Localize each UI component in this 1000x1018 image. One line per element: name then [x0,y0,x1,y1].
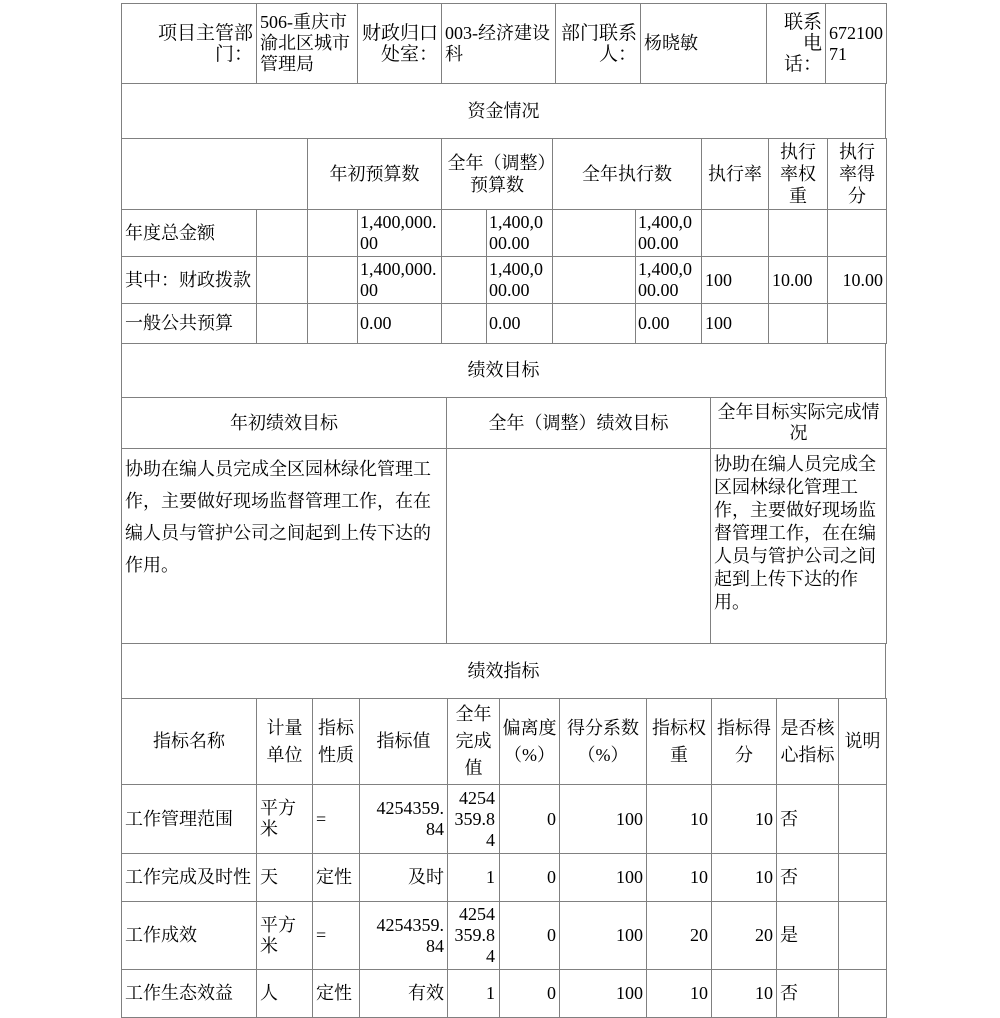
funds-section-banner [121,83,886,139]
funds-header-adjusted-budget: 全年（调整）预算数 [442,139,553,210]
ind-completed: 4254359.84 [448,902,500,970]
ind-header-target: 指标值 [360,699,448,785]
indicators-table [121,698,887,1018]
goal-adjusted-text [447,449,711,644]
ind-unit: 平方米 [257,902,313,970]
goal-actual-text: 协助在编人员完成全区园林绿化管理工作，主要做好现场监督管理工作，在在编人员与管护公司之间起到上传下达的作用。 [711,449,887,644]
ind-note [839,854,887,902]
funds-table [121,138,887,344]
fund-initial-budget: 0.00 [358,304,442,344]
indicator-row-eco-benefit [122,970,887,1018]
fund-spacer [553,304,636,344]
ind-core: 否 [777,785,839,854]
indicator-row-scope [122,785,887,854]
contact-value: 杨晓敏 [641,4,767,84]
indicator-row-effectiveness [122,902,887,970]
fund-spacer [257,257,308,304]
goals-section-banner [121,343,886,398]
funds-header-executed: 全年执行数 [553,139,702,210]
indicators-header-row [122,699,887,785]
fund-label: 一般公共预算 [122,304,257,344]
ind-name: 工作完成及时性 [122,854,257,902]
ind-completed: 1 [448,970,500,1018]
fund-rate: 100 [702,257,769,304]
funds-header-row [122,139,887,210]
fund-executed: 0.00 [636,304,702,344]
office-label: 财政归口处室： [358,4,442,84]
fund-initial-budget: 1,400,000.00 [358,210,442,257]
ind-completed: 4254359.84 [448,785,500,854]
ind-score: 10 [712,785,777,854]
fund-label: 年度总金额 [122,210,257,257]
ind-header-completed: 全年完成值 [448,699,500,785]
ind-target: 4254359.84 [360,785,448,854]
fund-spacer [257,210,308,257]
ind-weight: 10 [647,785,712,854]
ind-score: 10 [712,970,777,1018]
fund-executed: 1,400,000.00 [636,210,702,257]
fund-spacer [308,257,358,304]
indicator-row-timeliness [122,854,887,902]
ind-header-nature: 指标性质 [313,699,360,785]
ind-note [839,785,887,854]
funds-header-blank [122,139,308,210]
indicators-section-banner [121,643,886,699]
funds-header-initial-budget: 年初预算数 [308,139,442,210]
fund-spacer [442,304,487,344]
ind-unit: 人 [257,970,313,1018]
ind-nature: 定性 [313,970,360,1018]
fund-rate-weight: 10.00 [769,257,828,304]
ind-target: 有效 [360,970,448,1018]
ind-weight: 10 [647,970,712,1018]
fund-rate-score [828,304,887,344]
ind-header-name: 指标名称 [122,699,257,785]
ind-name: 工作成效 [122,902,257,970]
dept-value: 506-重庆市渝北区城市管理局 [257,4,358,84]
project-info-table [121,3,887,84]
funds-section-title: 资金情况 [122,84,886,139]
ind-core: 否 [777,854,839,902]
ind-weight: 10 [647,854,712,902]
funds-row-total [122,210,887,257]
goals-header-row [122,398,887,449]
ind-header-score-coeff: 得分系数（%） [560,699,647,785]
ind-completed: 1 [448,854,500,902]
fund-rate-score: 10.00 [828,257,887,304]
fund-rate [702,210,769,257]
ind-nature: = [313,785,360,854]
fund-rate-weight [769,304,828,344]
fund-adjusted-budget: 0.00 [487,304,553,344]
fund-spacer [442,210,487,257]
phone-value: 67210071 [826,4,887,84]
ind-nature: = [313,902,360,970]
indicators-section-title: 绩效指标 [122,644,886,699]
fund-adjusted-budget: 1,400,000.00 [487,210,553,257]
funds-header-rate: 执行率 [702,139,769,210]
ind-name: 工作生态效益 [122,970,257,1018]
ind-weight: 20 [647,902,712,970]
ind-deviation: 0 [500,902,560,970]
performance-report-document [121,3,886,1018]
office-value: 003-经济建设科 [442,4,556,84]
fund-label: 其中：财政拨款 [122,257,257,304]
fund-spacer [442,257,487,304]
funds-header-rate-weight: 执行率权重 [769,139,828,210]
dept-label: 项目主管部门： [122,4,257,84]
ind-target: 4254359.84 [360,902,448,970]
ind-header-deviation: 偏离度（%） [500,699,560,785]
ind-header-unit: 计量单位 [257,699,313,785]
fund-spacer [308,304,358,344]
funds-row-public-budget [122,304,887,344]
phone-label: 联系电话： [767,4,826,84]
ind-nature: 定性 [313,854,360,902]
fund-executed: 1,400,000.00 [636,257,702,304]
ind-header-core: 是否核心指标 [777,699,839,785]
contact-label: 部门联系人： [556,4,641,84]
ind-header-note: 说明 [839,699,887,785]
ind-deviation: 0 [500,970,560,1018]
ind-score-coeff: 100 [560,854,647,902]
fund-rate-weight [769,210,828,257]
ind-target: 及时 [360,854,448,902]
ind-score: 20 [712,902,777,970]
funds-header-rate-score: 执行率得分 [828,139,887,210]
fund-rate: 100 [702,304,769,344]
ind-score-coeff: 100 [560,902,647,970]
goals-header-initial: 年初绩效目标 [122,398,447,449]
ind-unit: 天 [257,854,313,902]
fund-spacer [553,257,636,304]
goals-section-title: 绩效目标 [122,344,886,398]
ind-name: 工作管理范围 [122,785,257,854]
ind-deviation: 0 [500,785,560,854]
ind-header-score: 指标得分 [712,699,777,785]
ind-score-coeff: 100 [560,970,647,1018]
fund-spacer [257,304,308,344]
project-info-row [122,4,887,84]
funds-row-fiscal [122,257,887,304]
goals-header-adjusted: 全年（调整）绩效目标 [447,398,711,449]
goals-content-row [122,449,887,644]
ind-score: 10 [712,854,777,902]
ind-score-coeff: 100 [560,785,647,854]
ind-deviation: 0 [500,854,560,902]
goals-header-actual: 全年目标实际完成情况 [711,398,887,449]
ind-note [839,970,887,1018]
ind-header-weight: 指标权重 [647,699,712,785]
goals-table [121,397,887,644]
ind-note [839,902,887,970]
ind-unit: 平方米 [257,785,313,854]
fund-rate-score [828,210,887,257]
goal-initial-text: 协助在编人员完成全区园林绿化管理工作，主要做好现场监督管理工作，在在编人员与管护公司之间起到上传下达的作用。 [122,449,447,644]
fund-spacer [308,210,358,257]
ind-core: 否 [777,970,839,1018]
fund-adjusted-budget: 1,400,000.00 [487,257,553,304]
fund-initial-budget: 1,400,000.00 [358,257,442,304]
fund-spacer [553,210,636,257]
ind-core: 是 [777,902,839,970]
